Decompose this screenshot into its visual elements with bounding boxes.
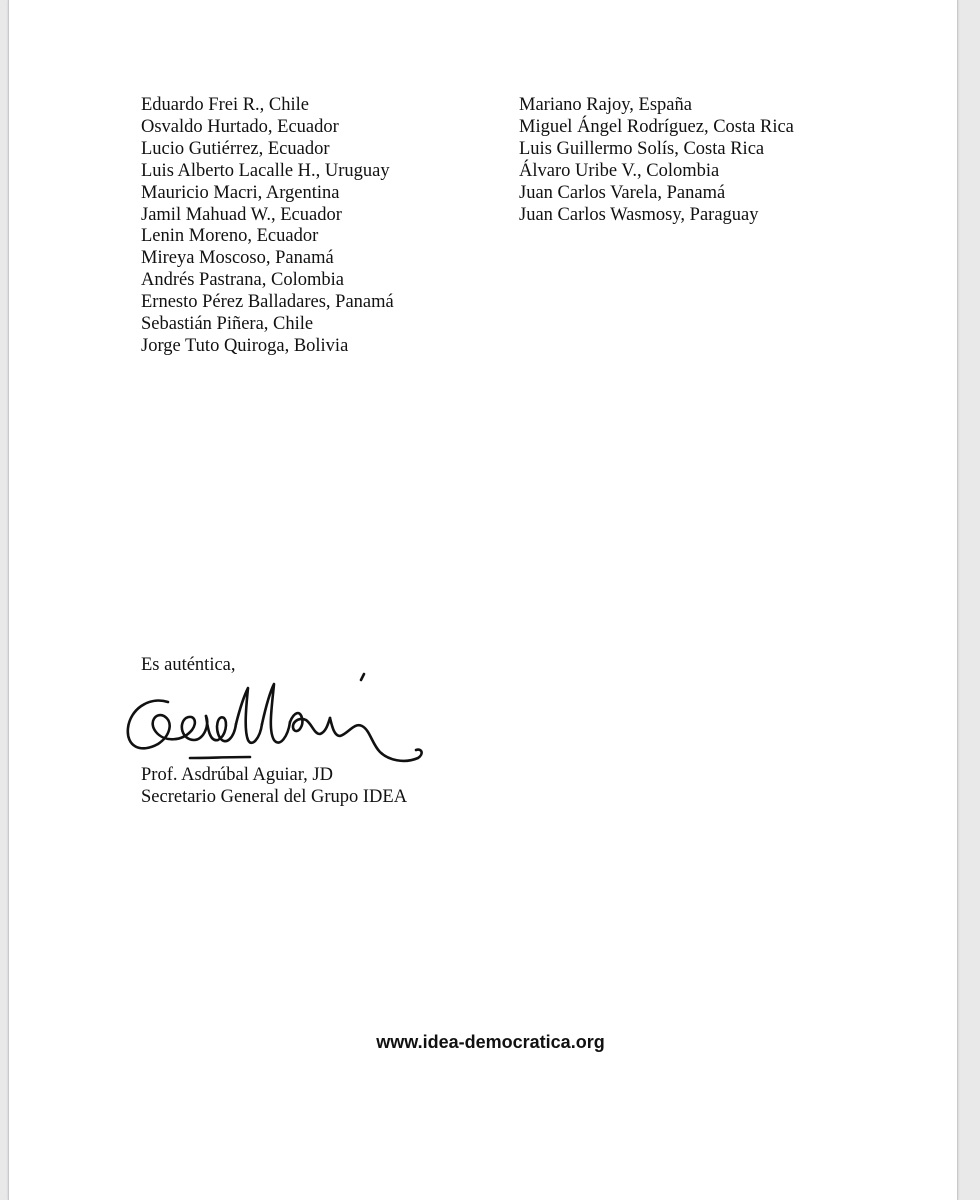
signatory-line: Osvaldo Hurtado, Ecuador xyxy=(141,116,339,137)
signatory-line: Mireya Moscoso, Panamá xyxy=(141,248,334,269)
signatory-line: Lucio Gutiérrez, Ecuador xyxy=(141,138,330,159)
signatory-line: Álvaro Uribe V., Colombia xyxy=(519,160,720,181)
signatory-line: Eduardo Frei R., Chile xyxy=(141,95,310,115)
signatory-line: Juan Carlos Varela, Panamá xyxy=(519,182,726,203)
signatory-line: Lenin Moreno, Ecuador xyxy=(141,226,319,247)
footer-website: www.idea-democratica.org xyxy=(376,1032,605,1052)
document-page xyxy=(8,0,958,1200)
signatory-line: Luis Guillermo Solís, Costa Rica xyxy=(519,138,765,159)
signatory-line: Mauricio Macri, Argentina xyxy=(141,182,340,203)
signatory-line: Andrés Pastrana, Colombia xyxy=(141,270,344,291)
signatory-line: Luis Alberto Lacalle H., Uruguay xyxy=(141,160,390,181)
signer-name: Prof. Asdrúbal Aguiar, JD xyxy=(141,765,333,785)
signatory-line: Mariano Rajoy, España xyxy=(519,95,692,115)
handwritten-signature xyxy=(118,660,428,775)
page-left-edge xyxy=(8,0,9,1200)
signatory-line: Miguel Ángel Rodríguez, Costa Rica xyxy=(519,116,794,137)
signer-title: Secretario General del Grupo IDEA xyxy=(141,787,408,807)
signatory-line: Jamil Mahuad W., Ecuador xyxy=(141,204,342,225)
signatory-line: Sebastián Piñera, Chile xyxy=(141,314,314,335)
signer-block xyxy=(141,764,407,808)
signatories-right-column xyxy=(519,95,794,226)
attestation-text: Es auténtica, xyxy=(141,655,236,675)
signatories-left-column xyxy=(141,95,394,358)
signatory-line: Juan Carlos Wasmosy, Paraguay xyxy=(519,204,759,225)
signatory-line: Ernesto Pérez Balladares, Panamá xyxy=(141,292,394,313)
signatory-line: Jorge Tuto Quiroga, Bolivia xyxy=(141,335,349,356)
page-right-edge xyxy=(957,0,958,1200)
